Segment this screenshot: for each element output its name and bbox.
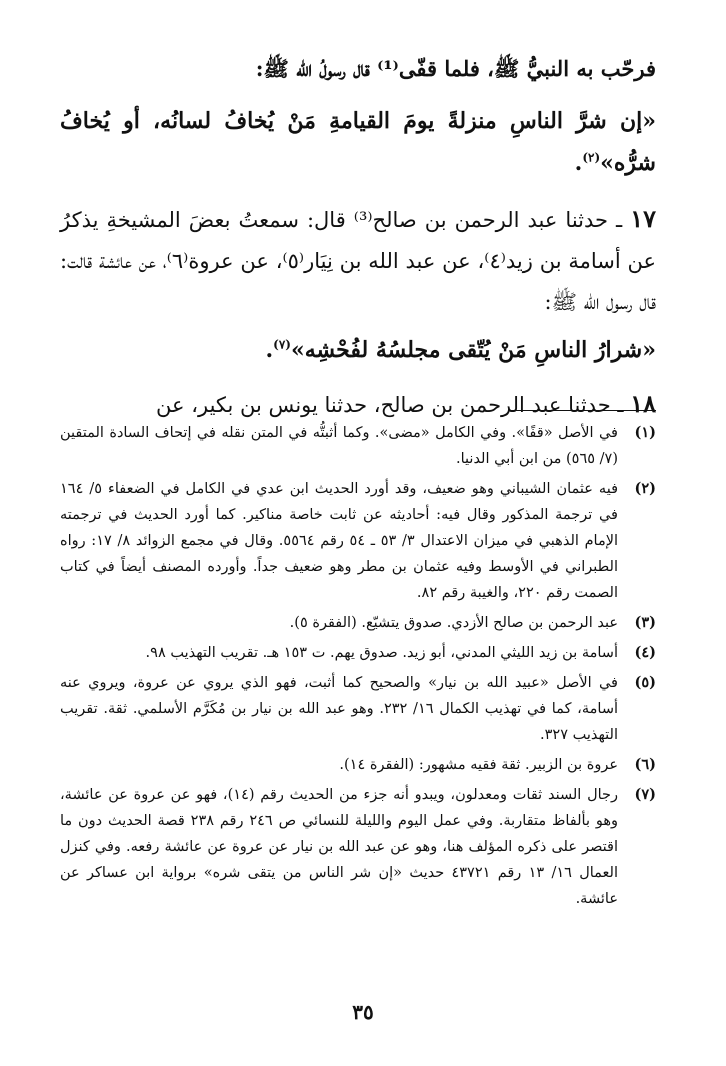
hadith-2-note-ref: (٧) — [273, 337, 291, 352]
hadith-1-period: . — [574, 150, 583, 176]
footnote-7 — [60, 782, 656, 912]
footnote-number: (٥) — [634, 674, 656, 691]
footnote-2 — [60, 476, 656, 606]
main-text — [60, 48, 656, 426]
footnote-text: عروة بن الزبير. ثقة فقيه مشهور: (الفقرة ١٤). — [339, 757, 618, 773]
hadith-2-body: «شرارُ الناسِ مَنْ يُتّقى مجلسُهُ لفُحْشِه» — [290, 337, 656, 363]
footnote-6 — [60, 752, 656, 778]
footnote-4 — [60, 640, 656, 666]
footnote-3 — [60, 610, 656, 636]
footnote-text: عبد الرحمن بن صالح الأزدي. صدوق يتشيّع. (الفقرة ٥). — [289, 615, 618, 631]
footnote-1 — [60, 420, 656, 472]
footnotes — [60, 420, 656, 916]
entry-17 — [60, 198, 656, 323]
opening-line: فرحّب به النبيُّ ﷺ، فلما قفّى⁽¹⁾ قال رسولُ الله ﷺ: — [255, 56, 656, 81]
footnote-number: (٣) — [634, 614, 656, 631]
footnote-text: أسامة بن زيد الليثي المدني، أبو زيد. صدوق يهم. ت ١٥٣ هـ. تقريب التهذيب ٩٨. — [145, 645, 618, 661]
footnote-number: (٤) — [634, 644, 656, 661]
footnote-number: (٧) — [634, 786, 656, 803]
entry-18-text: ـ حدثنا عبد الرحمن بن صالح، حدثنا يونس بن بكير، عن — [156, 393, 624, 417]
page-number: ٣٥ — [352, 1000, 374, 1024]
entry-17-number: ١٧ — [630, 204, 656, 233]
hadith-1-body: «إن شرَّ الناسِ منزلةً يومَ القيامةِ مَنْ يُخافُ لسانُه، أو يُخافُ شرُّه» — [60, 108, 656, 176]
footnote-number: (٢) — [634, 480, 656, 497]
book-page — [60, 48, 656, 1048]
hadith-text-1 — [60, 100, 656, 184]
hadith-text-2 — [60, 329, 656, 371]
footnote-text: في الأصل «قفًا». وفي الكامل «مضى». وكما أثبتُّه في المتن نقله في إتحاف السادة المتقين (٧/ ٥٦٥) من ابن أبي الدنيا. — [60, 425, 618, 467]
footnote-text: فيه عثمان الشيباني وهو ضعيف، وقد أورد الحديث ابن عدي في الكامل في الضعفاء ٥/ ١٦٤ في ترجمة المذكور وقال فيه: أحاديثه عن ثابت خاصة مناكير. كما أورد الحديث في ترجمته الإمام الذهبي في ميزان الاعتدال ٣/ ٥٣ ـ ٥٤ رقم ٥٥٦٤. وقال في مجمع الزوائد ٨/ ١٧: رواه الطبراني في الأوسط وفيه عثمان بن مطر وهو ضعيف جداً. وأورده المصنف أيضاً في كتاب الصمت رقم ٢٢٠، والغيبة رقم ٨٢. — [60, 481, 619, 601]
entry-18-number: ١٨ — [630, 389, 656, 418]
footnote-5 — [60, 670, 656, 748]
hadith-1-note-ref: (٢) — [582, 150, 601, 165]
footnote-text: في الأصل «عبيد الله بن نيار» والصحيح كما أثبت، فهو الذي يروي عن عروة، ويروي عنه أسامة، كما في تهذيب الكمال ١٦/ ٢٣٢. وهو عبد الله بن نيار بن مُكَرَّم الأسلمي. ثقة. تقريب التهذيب ٣٢٧. — [60, 675, 618, 743]
entry-17-text: ـ حدثنا عبد الرحمن بن صالح⁽³⁾ قال: سمعتُ بعضَ المشيخةِ يذكرُ عن أسامة بن زيد⁽٤⁾، عن عبد الله بن نِيَار⁽٥⁾، عن عروة⁽٦⁾، عن عائشة قالت: قال رسول الله ﷺ: — [60, 208, 656, 314]
footnote-separator — [508, 410, 656, 411]
footnote-text: رجال السند ثقات ومعدلون، ويبدو أنه جزء من الحديث رقم (١٤)، فهو عن عروة عن عائشة، وهو بألفاظ متقاربة. وفي عمل اليوم والليلة للنسائي ص ٢٤٦ رقم ٢٣٨ قصة الحديث دون ما اقتصر على ذكره المؤلف هنا، وهو عن عبد الله بن نيار عن عروة عن عائشة رفعه. وفي كنزل العمال ١٦/ ١٣ رقم ٤٣٧٢١ حديث «إن شر الناس من يتقى شره» برواية ابن عساكر عن عائشة. — [60, 787, 618, 907]
footnote-number: (١) — [634, 424, 656, 441]
hadith-2-period: . — [265, 337, 274, 363]
footnote-number: (٦) — [634, 756, 656, 773]
